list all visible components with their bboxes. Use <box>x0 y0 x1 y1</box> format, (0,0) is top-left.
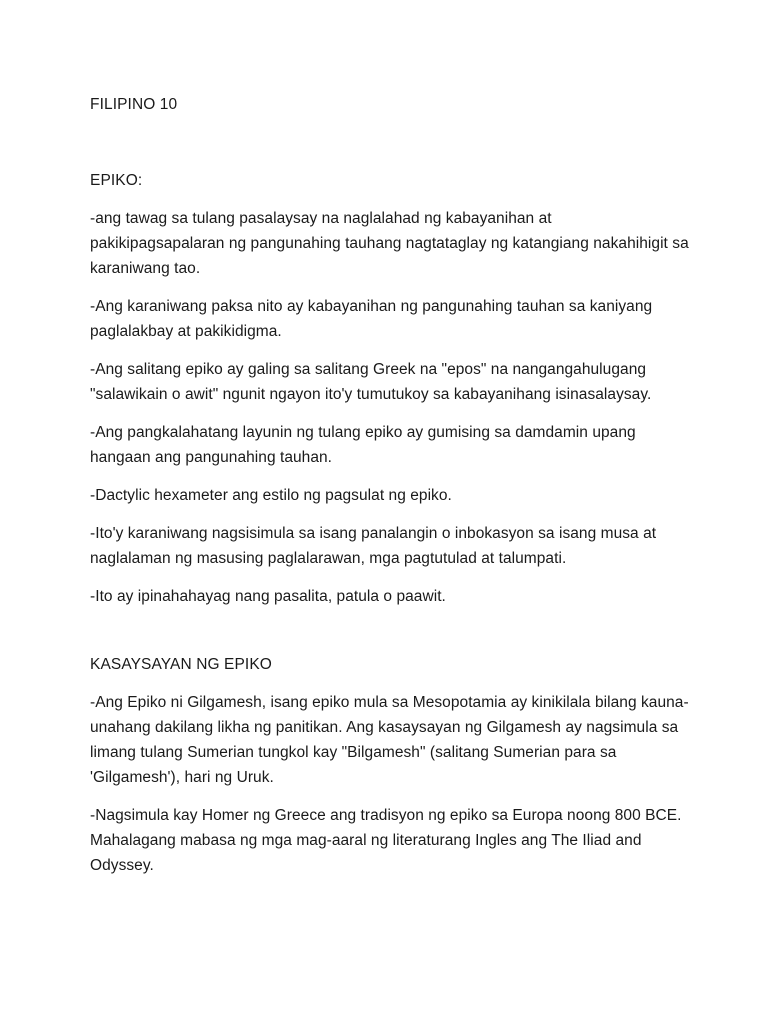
section-heading-epiko: EPIKO: <box>90 172 143 189</box>
section-heading-kasaysayan: KASAYSAYAN NG EPIKO <box>90 656 272 673</box>
paragraph: -Ito'y karaniwang nagsisimula sa isang panalangin o inbokasyon sa isang musa at naglalaman ng masusing paglalarawan, mga pagtutulad at talumpati. <box>90 525 657 567</box>
paragraph: -Nagsimula kay Homer ng Greece ang tradisyon ng epiko sa Europa noong 800 BCE. Mahalagang mabasa ng mga mag-aaral ng literaturang Ingles ang The Iliad and Odyssey. <box>90 807 682 874</box>
paragraph: -Ang Epiko ni Gilgamesh, isang epiko mula sa Mesopotamia ay kinikilala bilang kauna-unahang dakilang likha ng panitikan. Ang kasaysayan ng Gilgamesh ay nagsimula sa limang tulang Sumerian tungkol kay "Bilgamesh" (salitang Sumerian para sa 'Gilgamesh'), hari ng Uruk. <box>90 694 689 786</box>
paragraph: -Ito ay ipinahahayag nang pasalita, patula o paawit. <box>90 588 446 605</box>
paragraph: -Ang salitang epiko ay galing sa salitang Greek na "epos" na nangangahulugang "salawikain o awit" ngunit ngayon ito'y tumutukoy sa kabayanihang isinasalaysay. <box>90 361 652 403</box>
paragraph: -Dactylic hexameter ang estilo ng pagsulat ng epiko. <box>90 487 452 504</box>
paragraph: -Ang karaniwang paksa nito ay kabayanihan ng pangunahing tauhan sa kaniyang paglalakbay at pakikidigma. <box>90 298 653 340</box>
paragraph: -ang tawag sa tulang pasalaysay na naglalahad ng kabayanihan at pakikipagsapalaran ng pangunahing tauhang nagtataglay ng katangiang nakahihigit sa karaniwang tao. <box>90 210 689 277</box>
document-body <box>90 93 690 891</box>
document-title: FILIPINO 10 <box>90 96 178 113</box>
paragraph: -Ang pangkalahatang layunin ng tulang epiko ay gumising sa damdamin upang hangaan ang pangunahing tauhan. <box>90 424 636 466</box>
